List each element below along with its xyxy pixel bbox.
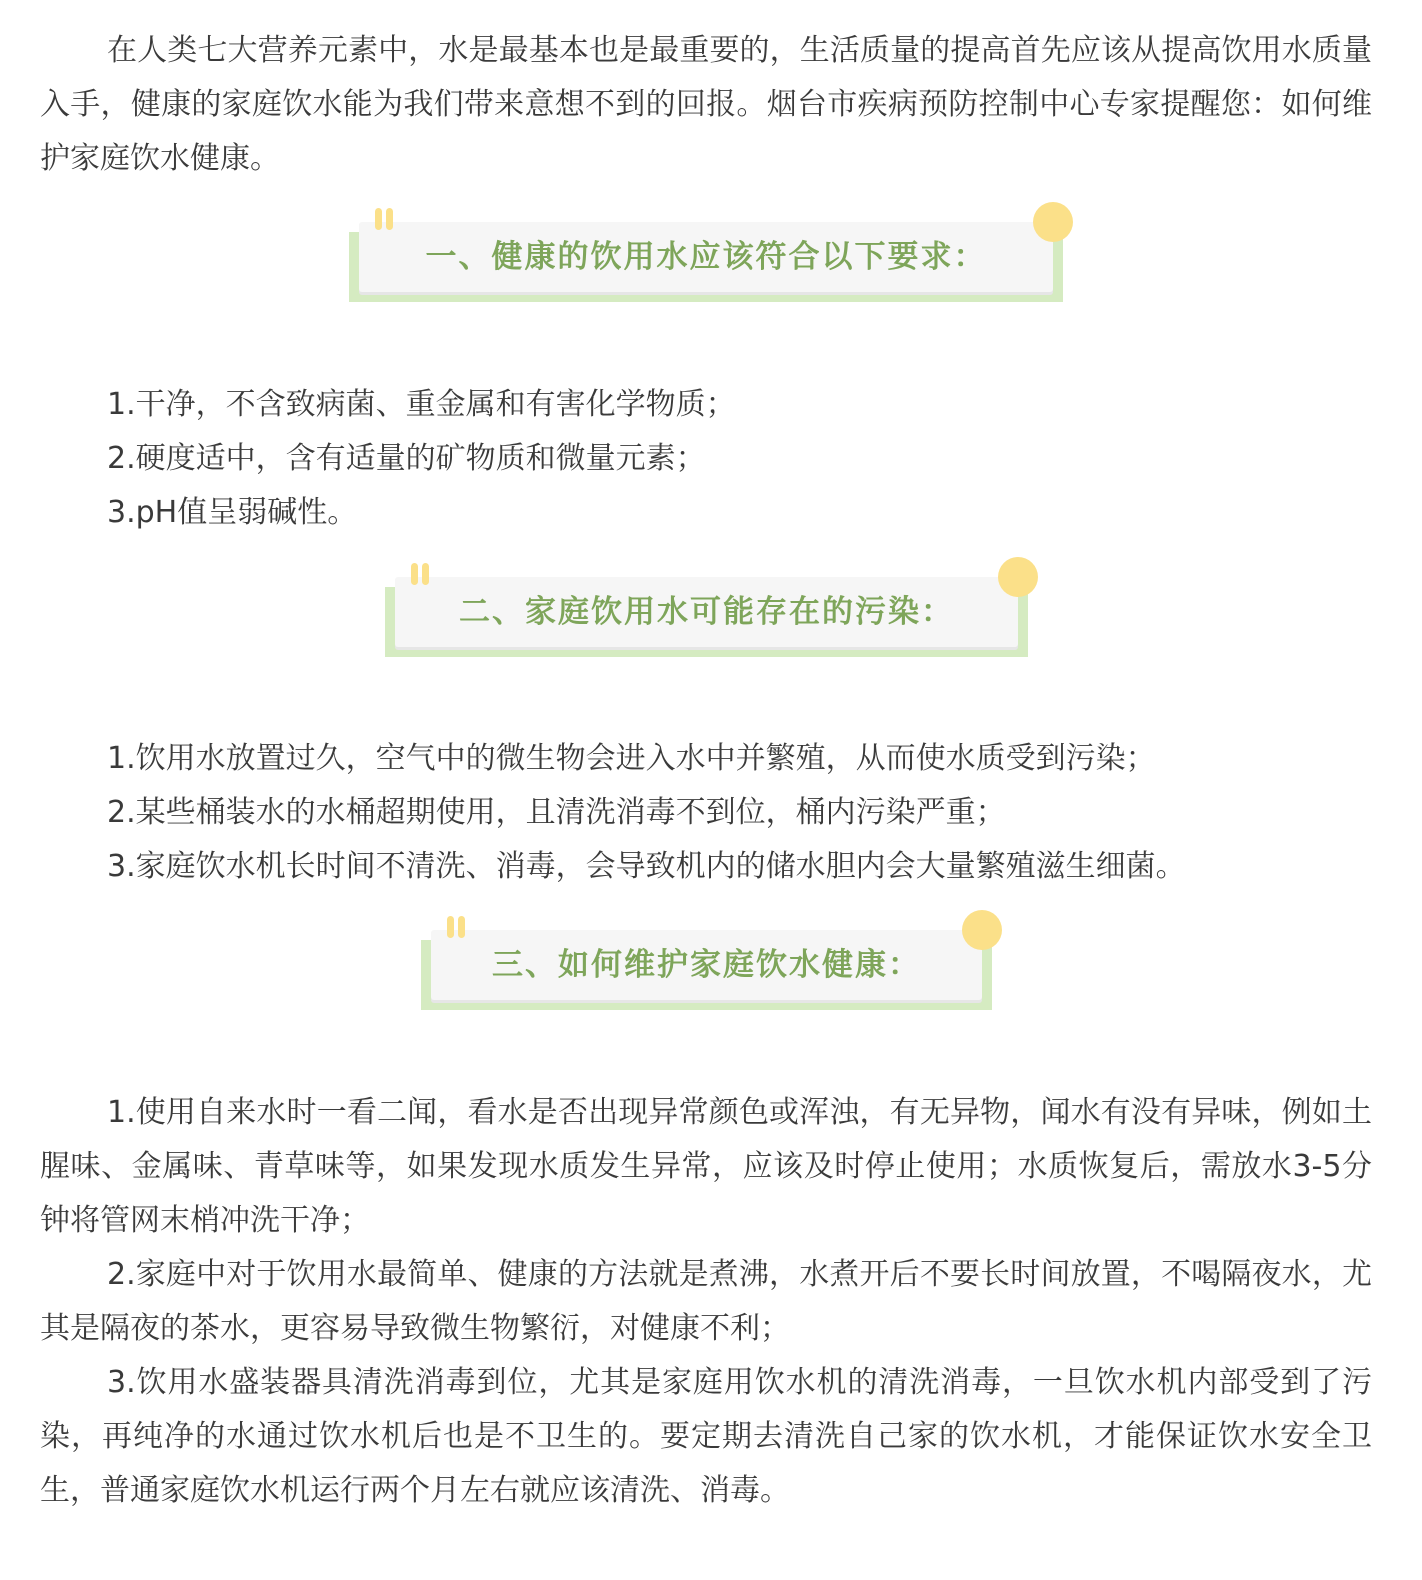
quote-mark-decoration [411,563,433,587]
section-2-title: 二、家庭饮用水可能存在的污染： [459,594,954,630]
section-3-item-1: 1.使用自来水时一看二闻，看水是否出现异常颜色或浑浊，有无异物，闻水有没有异味，例如土腥味、金属味、青草味等，如果发现水质发生异常，应该及时停止使用；水质恢复后，需放水3-5分钟将管网末梢冲洗干净； [40,1095,1372,1238]
section-1-item-3: 3.pH值呈弱碱性。 [107,495,358,530]
intro-paragraph: 在人类七大营养元素中，水是最基本也是最重要的，生活质量的提高首先应该从提高饮用水质量入手，健康的家庭饮水能为我们带来意想不到的回报。烟台市疾病预防控制中心专家提醒您：如何维护家庭饮水健康。 [40,33,1372,176]
quote-mark-decoration [447,916,469,940]
heading-card [359,222,1053,292]
yellow-dot-decoration [998,557,1038,597]
section-2-heading [385,573,1028,657]
section-1-title: 一、健康的饮用水应该符合以下要求： [425,239,987,275]
section-3-item-3: 3.饮用水盛装器具清洗消毒到位，尤其是家庭用饮水机的清洗消毒，一旦饮水机内部受到了污染，再纯净的水通过饮水机后也是不卫生的。要定期去清洗自己家的饮水机，才能保证饮水安全卫生，普通家庭饮水机运行两个月左右就应该清洗、消毒。 [40,1365,1372,1508]
section-2-item-2: 2.某些桶装水的水桶超期使用，且清洗消毒不到位，桶内污染严重； [107,795,1006,830]
section-1-heading [349,218,1063,302]
section-3-title: 三、如何维护家庭饮水健康： [492,947,921,983]
section-1-item-1: 1.干净，不含致病菌、重金属和有害化学物质； [107,387,736,422]
section-2-item-1: 1.饮用水放置过久，空气中的微生物会进入水中并繁殖，从而使水质受到污染； [107,741,1156,776]
yellow-dot-decoration [962,910,1002,950]
section-1-item-2: 2.硬度适中，含有适量的矿物质和微量元素； [107,441,706,476]
section-3-heading [421,926,992,1010]
section-3-item-2: 2.家庭中对于饮用水最简单、健康的方法就是煮沸，水煮开后不要长时间放置，不喝隔夜水，尤其是隔夜的茶水，更容易导致微生物繁衍，对健康不利； [40,1257,1372,1346]
heading-card [431,930,982,1000]
heading-card [395,577,1018,647]
quote-mark-decoration [375,208,397,232]
yellow-dot-decoration [1033,202,1073,242]
section-2-item-3: 3.家庭饮水机长时间不清洗、消毒，会导致机内的储水胆内会大量繁殖滋生细菌。 [107,849,1186,884]
